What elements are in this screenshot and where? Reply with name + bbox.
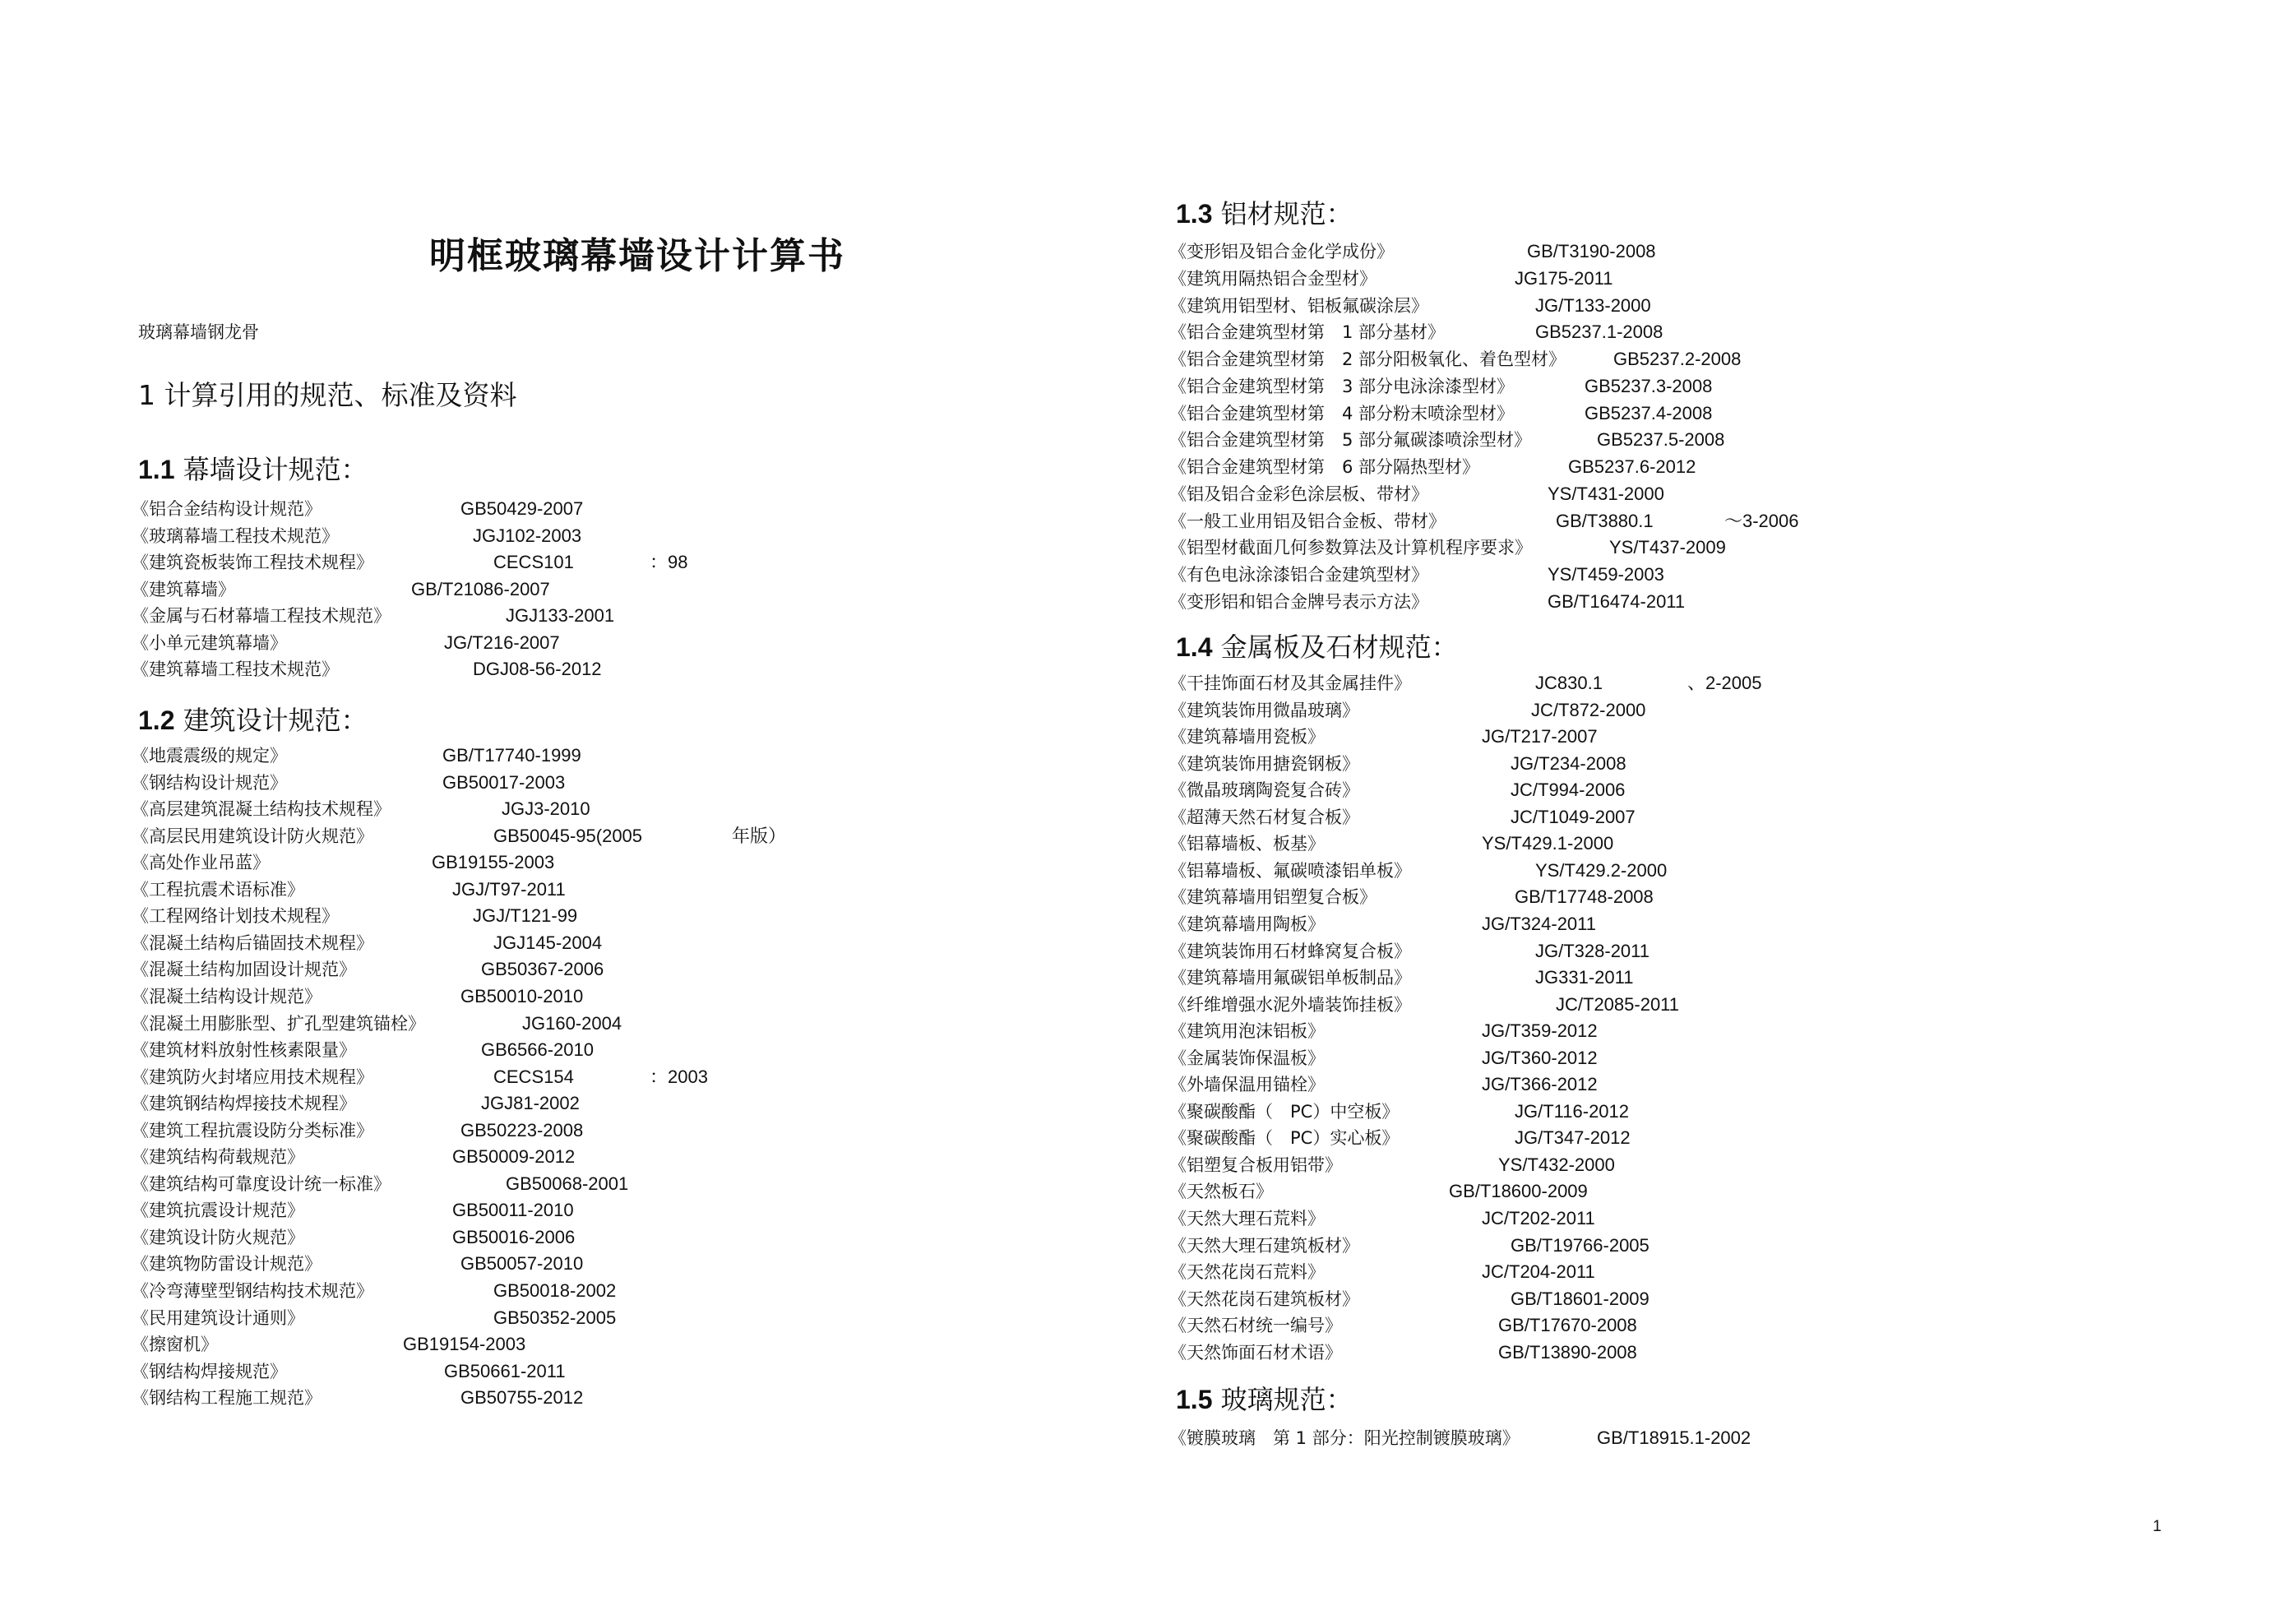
section-title: 建筑设计规范： <box>174 705 368 736</box>
standard-code: JG/T328-2011 <box>1535 940 1650 961</box>
standard-name: 《铝幕墙板、板基》 <box>1169 834 1325 854</box>
standard-code: GB50045-95(2005 <box>493 825 643 846</box>
standard-code: JG/T133-2000 <box>1535 294 1651 316</box>
standard-code: GB50018-2002 <box>493 1280 617 1301</box>
standard-code: GB/T21086-2007 <box>411 578 550 599</box>
standard-name: 《金属与石材幕墙工程技术规范》 <box>132 606 391 626</box>
standard-name: 《镀膜玻璃 第 1 部分：阳光控制镀膜玻璃》 <box>1169 1428 1520 1448</box>
standard-name: 《建筑结构可靠度设计统一标准》 <box>132 1173 391 1194</box>
standard-code: JGJ81-2002 <box>481 1093 580 1114</box>
standard-name: 《钢结构焊接规范》 <box>132 1361 287 1381</box>
standard-name: 《铝合金建筑型材第 6 部分隔热型材》 <box>1169 457 1480 477</box>
standard-code: JGJ133-2001 <box>506 605 615 626</box>
standard-code: JG/T360-2012 <box>1482 1047 1598 1068</box>
standard-name: 《建筑结构荷载规范》 <box>132 1147 304 1168</box>
standard-code: YS/T437-2009 <box>1609 537 1726 558</box>
standard-name: 《混凝土结构加固设计规范》 <box>132 960 356 980</box>
standard-name: 《天然石材统一编号》 <box>1169 1316 1342 1336</box>
standard-name: 《金属装饰保温板》 <box>1169 1048 1325 1068</box>
standard-name: 《建筑瓷板装饰工程技术规程》 <box>132 553 373 572</box>
standard-name: 《一般工业用铝及铝合金板、带材》 <box>1169 511 1446 531</box>
standard-code: JGJ3-2010 <box>502 798 590 820</box>
section-number: 1.5 <box>1176 1385 1213 1414</box>
standard-code: YS/T432-2000 <box>1498 1154 1615 1175</box>
standard-name: 《铝幕墙板、氟碳喷漆铝单板》 <box>1169 860 1411 881</box>
standard-name: 《建筑用铝型材、铝板氟碳涂层》 <box>1169 295 1428 316</box>
standard-code: JG/T234-2008 <box>1511 752 1626 774</box>
standard-code: YS/T429.2-2000 <box>1535 859 1668 881</box>
standard-code: CECS101 <box>493 552 574 572</box>
standard-code: GB19154-2003 <box>403 1334 526 1355</box>
standard-code: GB50057-2010 <box>460 1253 584 1275</box>
standard-name: 《工程网络计划技术规程》 <box>132 906 339 927</box>
section-heading-1-4 <box>1176 627 1458 664</box>
chapter-heading: 1 计算引用的规范、标准及资料 <box>138 379 517 411</box>
standard-name: 《建筑幕墙用氟碳铝单板制品》 <box>1169 968 1411 988</box>
standard-name: 《天然饰面石材术语》 <box>1169 1342 1342 1363</box>
standard-code: GB5237.6-2012 <box>1568 456 1696 477</box>
standard-code: GB6566-2010 <box>481 1039 594 1061</box>
standard-name: 《建筑用隔热铝合金型材》 <box>1169 268 1377 289</box>
standard-code: GB/T3880.1 <box>1556 510 1654 531</box>
standard-name: 《钢结构工程施工规范》 <box>132 1388 322 1409</box>
standard-name: 《变形铝及铝合金化学成份》 <box>1169 242 1394 261</box>
standard-name: 《建筑设计防火规范》 <box>132 1227 304 1247</box>
standard-name: 《建筑装饰用微晶玻璃》 <box>1169 700 1359 720</box>
standard-name: 《混凝土用膨胀型、扩孔型建筑锚栓》 <box>132 1013 425 1034</box>
standard-code: JG160-2004 <box>522 1012 622 1034</box>
standard-code: YS/T459-2003 <box>1548 564 1664 585</box>
standard-code: GB50223-2008 <box>460 1119 584 1141</box>
standard-code: GB19155-2003 <box>432 852 555 873</box>
section-number: 1.2 <box>138 706 175 735</box>
standard-code: GB/T19766-2005 <box>1511 1234 1650 1256</box>
standard-code: CECS154 <box>493 1066 574 1087</box>
standard-code: GB/T18601-2009 <box>1511 1288 1650 1309</box>
standard-code-suffix: ：2003 <box>650 1066 708 1087</box>
standard-code: GB/T18915.1-2002 <box>1597 1427 1751 1448</box>
standard-name: 《有色电泳涂漆铝合金建筑型材》 <box>1169 565 1428 585</box>
standard-name: 《天然花岗石荒料》 <box>1169 1262 1325 1283</box>
standard-name: 《混凝土结构设计规范》 <box>132 986 322 1006</box>
standard-name: 《铝合金建筑型材第 3 部分电泳涂漆型材》 <box>1169 376 1515 396</box>
standard-name: 《铝合金建筑型材第 1 部分基材》 <box>1169 322 1446 343</box>
standard-code: JG/T116-2012 <box>1515 1100 1630 1122</box>
standard-code-suffix: 、2-2005 <box>1687 673 1762 693</box>
standard-name: 《冷弯薄壁型钢结构技术规范》 <box>132 1281 373 1301</box>
section-title: 玻璃规范： <box>1212 1384 1353 1415</box>
section-heading-1-3 <box>1176 193 1353 231</box>
standard-name: 《建筑幕墙》 <box>132 579 235 599</box>
standard-name: 《变形铝和铝合金牌号表示方法》 <box>1169 591 1428 612</box>
standard-name: 《地震震级的规定》 <box>132 746 287 766</box>
standard-code: JC/T202-2011 <box>1482 1208 1595 1228</box>
standard-name: 《铝合金建筑型材第 5 部分氟碳漆喷涂型材》 <box>1169 430 1532 451</box>
standard-code: GB50661-2011 <box>444 1360 566 1381</box>
standard-code: JG/T216-2007 <box>444 632 560 653</box>
standard-code: GB/T3190-2008 <box>1527 241 1656 261</box>
standard-code: JGJ145-2004 <box>493 932 603 953</box>
standard-code: JG/T324-2011 <box>1482 913 1597 934</box>
document-subtitle: 玻璃幕墙钢龙骨 <box>138 322 259 342</box>
standard-code: GB5237.4-2008 <box>1585 402 1713 423</box>
section-number: 1.4 <box>1176 632 1213 662</box>
standard-code: JG175-2011 <box>1515 267 1613 289</box>
standard-code: GB50367-2006 <box>481 959 604 980</box>
standard-name: 《建筑材料放射性核素限量》 <box>132 1040 356 1061</box>
section-number: 1.1 <box>138 455 175 484</box>
standard-name: 《民用建筑设计通则》 <box>132 1307 304 1328</box>
section-title: 铝材规范： <box>1212 198 1353 229</box>
page-number: 1 <box>2153 1518 2162 1535</box>
standard-code: YS/T431-2000 <box>1548 483 1664 504</box>
standard-name: 《天然花岗石建筑板材》 <box>1169 1289 1359 1309</box>
standard-code: JC830.1 <box>1535 673 1603 693</box>
standard-name: 《天然大理石建筑板材》 <box>1169 1235 1359 1256</box>
section-heading-1-1 <box>138 449 368 487</box>
standard-name: 《铝及铝合金彩色涂层板、带材》 <box>1169 483 1428 504</box>
standard-name: 《建筑工程抗震设防分类标准》 <box>132 1120 373 1141</box>
standard-code: GB/T17748-2008 <box>1515 886 1654 908</box>
standard-name: 《高层民用建筑设计防火规范》 <box>132 826 373 846</box>
standard-code-suffix: 年版） <box>732 825 787 846</box>
standard-code: JC/T204-2011 <box>1482 1261 1595 1283</box>
standard-name: 《建筑用泡沫铝板》 <box>1169 1021 1325 1042</box>
standard-code: JC/T1049-2007 <box>1511 806 1636 827</box>
standard-name: 《建筑幕墙工程技术规范》 <box>132 659 339 679</box>
standard-code: JGJ/T97-2011 <box>452 878 566 900</box>
standard-name: 《聚碳酸酯（ PC）实心板》 <box>1169 1128 1400 1149</box>
section-heading-1-5 <box>1176 1379 1353 1417</box>
standard-code: GB/T17670-2008 <box>1498 1315 1637 1336</box>
document-title: 明框玻璃幕墙设计计算书 <box>429 235 845 277</box>
standard-code: GB/T13890-2008 <box>1498 1341 1637 1363</box>
standard-code: GB5237.3-2008 <box>1585 375 1713 396</box>
standard-name: 《干挂饰面石材及其金属挂件》 <box>1169 673 1411 693</box>
standard-name: 《擦窗机》 <box>132 1335 218 1355</box>
standard-name: 《建筑防火封堵应用技术规程》 <box>132 1066 373 1087</box>
standard-name: 《超薄天然石材复合板》 <box>1169 807 1359 827</box>
standard-name: 《铝合金建筑型材第 4 部分粉末喷涂型材》 <box>1169 403 1515 423</box>
standard-name: 《铝型材截面几何参数算法及计算机程序要求》 <box>1169 538 1532 558</box>
standard-code: JGJ/T121-99 <box>473 905 578 927</box>
standard-code-suffix: ～3-2006 <box>1724 510 1799 531</box>
standard-name: 《外墙保温用锚栓》 <box>1169 1075 1325 1095</box>
standard-code: GB50017-2003 <box>442 771 566 793</box>
standard-name: 《小单元建筑幕墙》 <box>132 632 287 653</box>
standard-name: 《高层建筑混凝土结构技术规程》 <box>132 799 391 820</box>
standard-code: JG/T217-2007 <box>1482 726 1598 747</box>
standard-code: GB5237.1-2008 <box>1535 322 1663 343</box>
standard-name: 《建筑抗震设计规范》 <box>132 1201 304 1221</box>
standard-code: JC/T2085-2011 <box>1556 993 1680 1015</box>
standard-code: DGJ08-56-2012 <box>473 659 602 679</box>
standard-name: 《天然大理石荒料》 <box>1169 1209 1325 1228</box>
standard-code: GB50016-2006 <box>452 1226 576 1247</box>
standard-code: GB/T18600-2009 <box>1449 1181 1588 1202</box>
standard-name: 《聚碳酸酯（ PC）中空板》 <box>1169 1101 1400 1122</box>
standard-name: 《微晶玻璃陶瓷复合砖》 <box>1169 780 1359 801</box>
standard-name: 《高处作业吊蓝》 <box>132 853 270 873</box>
standard-name: 《纤维增强水泥外墙装饰挂板》 <box>1169 994 1411 1015</box>
standard-code: GB5237.5-2008 <box>1597 429 1725 451</box>
section-title: 幕墙设计规范： <box>174 454 368 485</box>
standard-code: GB50755-2012 <box>460 1387 584 1409</box>
standard-code: GB/T16474-2011 <box>1548 590 1686 612</box>
standard-code: YS/T429.1-2000 <box>1482 833 1614 854</box>
standard-code: JG/T359-2012 <box>1482 1020 1598 1042</box>
section-number: 1.3 <box>1176 199 1213 229</box>
standard-name: 《建筑幕墙用陶板》 <box>1169 914 1325 934</box>
standard-code: JG/T347-2012 <box>1515 1127 1631 1149</box>
standard-code: JGJ102-2003 <box>473 525 582 546</box>
standard-name: 《建筑装饰用石材蜂窝复合板》 <box>1169 941 1411 961</box>
standard-name: 《建筑幕墙用铝塑复合板》 <box>1169 887 1377 908</box>
standard-code: GB50011-2010 <box>452 1200 574 1221</box>
standard-name: 《铝塑复合板用铝带》 <box>1169 1154 1342 1175</box>
standard-name: 《铝合金结构设计规范》 <box>132 499 322 519</box>
standard-code-suffix: ：98 <box>650 552 688 572</box>
standard-code: JG/T366-2012 <box>1482 1074 1598 1095</box>
section-title: 金属板及石材规范： <box>1212 632 1458 663</box>
standard-code: JG331-2011 <box>1535 967 1634 988</box>
standard-name: 《工程抗震术语标准》 <box>132 879 304 900</box>
standard-name: 《建筑幕墙用瓷板》 <box>1169 727 1325 747</box>
standard-name: 《铝合金建筑型材第 2 部分阳极氧化、着色型材》 <box>1169 349 1566 369</box>
standard-code: GB5237.2-2008 <box>1613 349 1742 369</box>
standard-code: JC/T994-2006 <box>1511 780 1626 801</box>
standard-name: 《玻璃幕墙工程技术规范》 <box>132 525 339 546</box>
standard-name: 《建筑装饰用搪瓷钢板》 <box>1169 753 1359 774</box>
standard-name: 《建筑钢结构焊接技术规程》 <box>132 1094 356 1114</box>
standard-code: GB50068-2001 <box>506 1173 629 1194</box>
standard-name: 《建筑物防雷设计规范》 <box>132 1254 322 1275</box>
standard-code: GB50010-2010 <box>460 985 584 1006</box>
standard-code: GB50009-2012 <box>452 1146 576 1168</box>
standard-code: GB/T17740-1999 <box>442 745 581 766</box>
section-heading-1-2 <box>138 700 368 738</box>
standard-code: GB50429-2007 <box>460 498 584 519</box>
standard-name: 《混凝土结构后锚固技术规程》 <box>132 932 373 953</box>
standard-code: JC/T872-2000 <box>1531 699 1646 720</box>
standard-code: GB50352-2005 <box>493 1307 617 1328</box>
standard-name: 《天然板石》 <box>1169 1182 1273 1202</box>
standard-name: 《钢结构设计规范》 <box>132 772 287 793</box>
